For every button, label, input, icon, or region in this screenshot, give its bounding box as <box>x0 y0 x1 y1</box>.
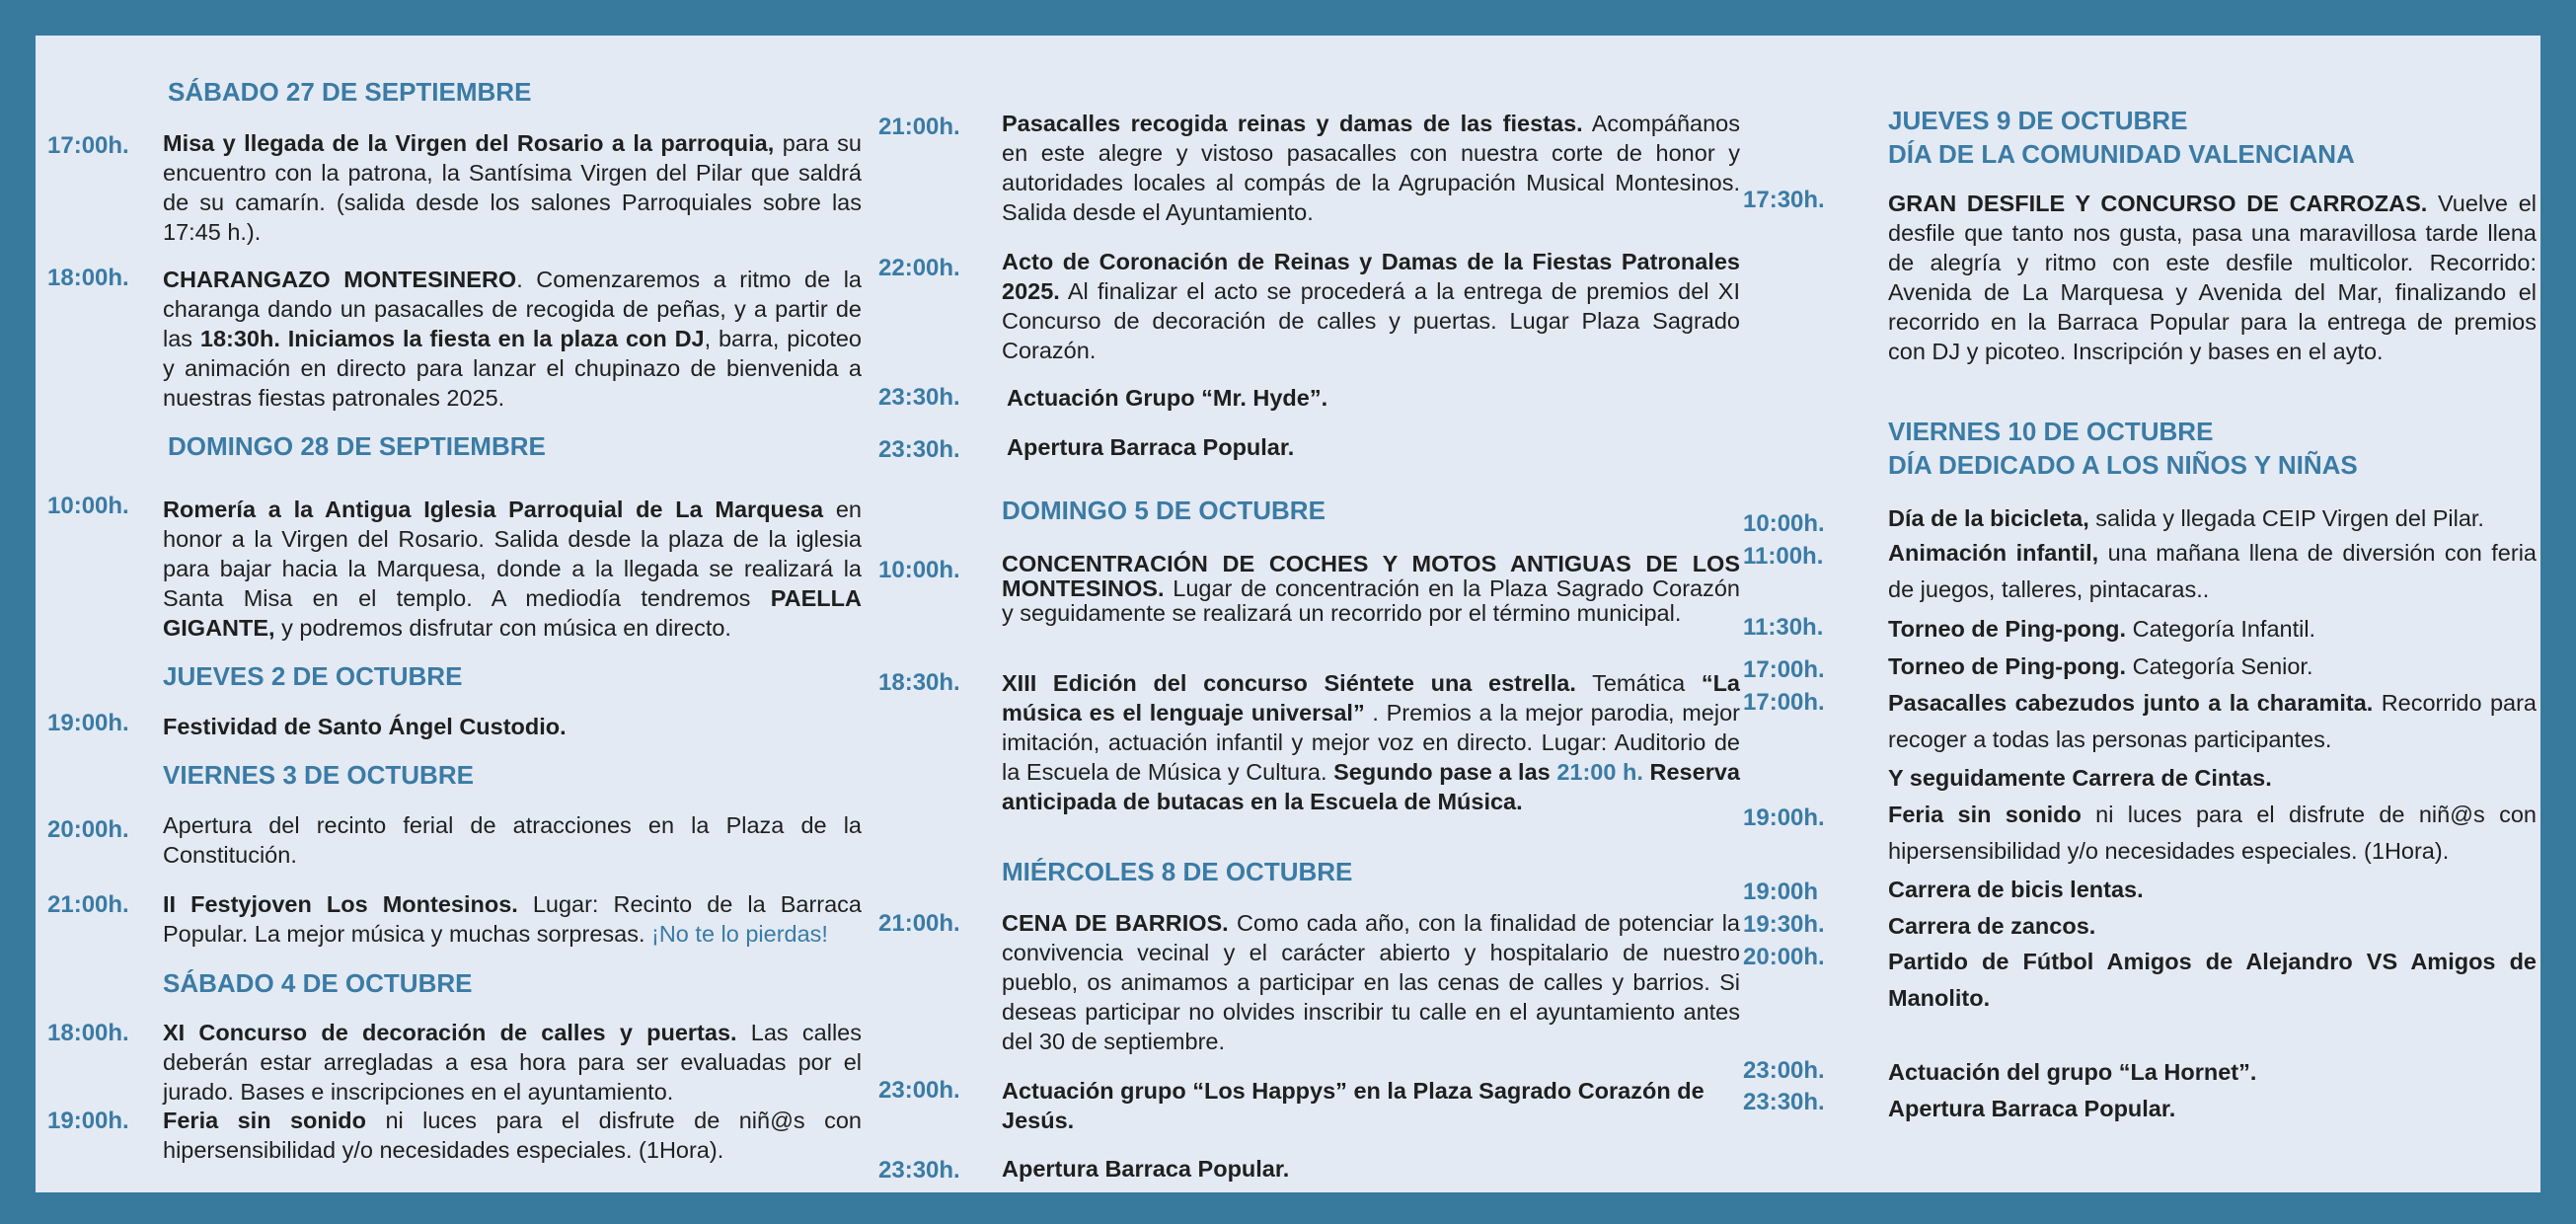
day-heading: DOMINGO 28 DE SEPTIEMBRE <box>168 431 546 461</box>
event-description: Misa y llegada de la Virgen del Rosario a la parroquia, para su encuentro con la patrona, la Santísima Virgen del Pilar que saldrá de su camarín. (salida desde los salones Parroquiales sobre las 17:45 h.). <box>163 130 862 245</box>
event-description: Pasacalles cabezudos junto a la charamita. Recorrido para recoger a todas las personas participantes. <box>1888 690 2537 752</box>
event-description: Y seguidamente Carrera de Cintas. <box>1888 765 2272 791</box>
event-description: Torneo de Ping-pong. Categoría Senior. <box>1888 653 2313 679</box>
event-time: 11:00h. <box>1743 543 1824 570</box>
day-heading: JUEVES 2 DE OCTUBRE <box>163 661 463 691</box>
event-time: 19:00h. <box>1743 804 1825 831</box>
day-heading: VIERNES 10 DE OCTUBRE <box>1888 417 2214 446</box>
event-description: CHARANGAZO MONTESINERO. Comenzaremos a ritmo de la charanga dando un pasacalles de recogida de peñas, y a partir de las 18:30h. Iniciamos la fiesta en la plaza con DJ, barra, picoteo y animación en directo para lanzar el chupinazo de bienvenida a nuestras fiestas patronales 2025. <box>163 267 862 411</box>
event-description: XIII Edición del concurso Siéntete una estrella. Temática “La música es el lenguaje universal” . Premios a la mejor parodia, mejor imitación, actuación infantil y mejor voz en directo. Lugar: Auditorio de la Escuela de Música y Cultura. Segundo pase a las 21:00 h. Reserva anticipada de butacas en la Escuela de Música. <box>1002 670 1740 814</box>
event-time: 10:00h. <box>878 557 960 583</box>
event-time: 19:00h. <box>47 710 129 736</box>
event-description: Apertura Barraca Popular. <box>1002 1156 1290 1182</box>
event-description: Torneo de Ping-pong. Categoría Infantil. <box>1888 616 2316 642</box>
event-description: GRAN DESFILE Y CONCURSO DE CARROZAS. Vuelve el desfile que tanto nos gusta, pasa una maravillosa tarde llena de alegría y ritmo con este desfile multicolor. Recorrido: Avenida de La Marquesa y Avenida del Mar, finalizando el recorrido en la Barraca Popular para la entrega de premios con DJ y picoteo. Inscripción y bases en el ayto. <box>1888 191 2537 364</box>
event-description: Acto de Coronación de Reinas y Damas de la Fiestas Patronales 2025. Al finalizar el acto se procederá a la entrega de premios del XI Concurso de decoración de calles y puertas. Lugar Plaza Sagrado Corazón. <box>1002 249 1740 363</box>
event-time: 23:30h. <box>878 384 960 411</box>
event-time: 21:00h. <box>47 891 129 918</box>
event-description: Romería a la Antigua Iglesia Parroquial de La Marquesa en honor a la Virgen del Rosario. Salida desde la plaza de la iglesia para bajar hacia la Marquesa, donde a la llegada se realizará la Santa Misa en el templo. A mediodía tendremos PAELLA GIGANTE, y podremos disfrutar con música en directo. <box>163 497 862 641</box>
day-subheading: DÍA DE LA COMUNIDAD VALENCIANA <box>1888 139 2355 169</box>
event-time: 17:00h. <box>47 132 129 159</box>
event-description: Festividad de Santo Ángel Custodio. <box>163 714 567 739</box>
program-panel <box>36 36 2540 1192</box>
event-description: Pasacalles recogida reinas y damas de las fiestas. Acompáñanos en este alegre y vistoso pasacalles con nuestra corte de honor y autoridades locales al compás de la Agrupación Musical Montesinos. Salida desde el Ayuntamiento. <box>1002 111 1740 225</box>
column-2 <box>876 36 1742 1192</box>
event-time: 23:30h. <box>1743 1089 1825 1115</box>
event-description: Animación infantil, una mañana llena de diversión con feria de juegos, talleres, pintacaras.. <box>1888 540 2537 602</box>
event-description: Apertura del recinto ferial de atracciones en la Plaza de la Constitución. <box>163 812 862 868</box>
event-description: II Festyjoven Los Montesinos. Lugar: Recinto de la Barraca Popular. La mejor música y muchas sorpresas. ¡No te lo pierdas! <box>163 891 862 947</box>
event-time: 18:00h. <box>47 1020 129 1046</box>
event-description: Partido de Fútbol Amigos de Alejandro VS Amigos de Manolito. <box>1888 949 2537 1011</box>
event-time: 20:00h. <box>1743 944 1825 970</box>
event-time: 17:00h. <box>1743 656 1825 683</box>
day-subheading: DÍA DEDICADO A LOS NIÑOS Y NIÑAS <box>1888 450 2358 480</box>
event-description: Apertura Barraca Popular. <box>1007 434 1295 460</box>
event-description: Carrera de bicis lentas. <box>1888 877 2144 902</box>
event-time: 23:00h. <box>878 1077 960 1104</box>
event-time: 23:00h. <box>1743 1057 1825 1084</box>
event-description: Actuación grupo “Los Happys” en la Plaza Sagrado Corazón de Jesús. <box>1002 1078 1705 1133</box>
event-description: Apertura Barraca Popular. <box>1888 1096 2176 1121</box>
day-heading: SÁBADO 4 DE OCTUBRE <box>163 968 473 998</box>
event-time: 10:00h. <box>47 493 129 519</box>
event-time: 19:30h. <box>1743 911 1825 938</box>
event-description: Feria sin sonido ni luces para el disfrute de niñ@s con hipersensibilidad y/o necesidades especiales. (1Hora). <box>163 1108 863 1163</box>
event-time: 20:00h. <box>47 816 129 843</box>
event-time: 19:00h. <box>47 1108 129 1134</box>
event-description: Día de la bicicleta, salida y llegada CEIP Virgen del Pilar. <box>1888 505 2484 531</box>
event-time: 21:00h. <box>878 114 960 140</box>
day-heading: SÁBADO 27 DE SEPTIEMBRE <box>168 77 532 107</box>
column-1 <box>36 36 865 1192</box>
event-time: 23:30h. <box>878 436 960 463</box>
event-time: 17:00h. <box>1743 689 1825 716</box>
event-time: 23:30h. <box>878 1157 960 1184</box>
column-3 <box>1743 36 2540 1192</box>
day-heading: MIÉRCOLES 8 DE OCTUBRE <box>1002 857 1353 886</box>
event-description: CONCENTRACIÓN DE COCHES Y MOTOS ANTIGUAS DE LOS MONTESINOS. Lugar de concentración en la Plaza Sagrado Corazón y seguidamente se realizará un recorrido por el término municipal. <box>1002 551 1740 626</box>
event-description: Actuación Grupo “Mr. Hyde”. <box>1007 385 1328 411</box>
event-time: 22:00h. <box>878 255 960 281</box>
event-time: 17:30h. <box>1743 187 1825 213</box>
event-description: XI Concurso de decoración de calles y puertas. Las calles deberán estar arregladas a esa hora para ser evaluadas por el jurado. Bases e inscripciones en el ayuntamiento. <box>163 1020 862 1105</box>
event-time: 11:30h. <box>1743 614 1824 641</box>
event-time: 19:00h <box>1743 879 1819 905</box>
day-heading: DOMINGO 5 DE OCTUBRE <box>1002 496 1326 525</box>
event-description: CENA DE BARRIOS. Como cada año, con la finalidad de potenciar la convivencia vecinal y el carácter abierto y hospitalario de nuestro pueblo, os animamos a participar en las cenas de calles y barrios. Si deseas participar no olvides inscribir tu calle en el ayuntamiento antes del 30 de septiembre. <box>1002 910 1740 1054</box>
event-time: 21:00h. <box>878 910 960 937</box>
event-time: 18:30h. <box>878 669 960 696</box>
event-description: Feria sin sonido ni luces para el disfrute de niñ@s con hipersensibilidad y/o necesidades especiales. (1Hora). <box>1888 802 2538 864</box>
event-time: 10:00h. <box>1743 510 1825 537</box>
day-heading: JUEVES 9 DE OCTUBRE <box>1888 106 2188 135</box>
day-heading: VIERNES 3 DE OCTUBRE <box>163 760 474 790</box>
event-description: Carrera de zancos. <box>1888 913 2096 939</box>
event-description: Actuación del grupo “La Hornet”. <box>1888 1059 2257 1085</box>
event-time: 18:00h. <box>47 265 129 291</box>
